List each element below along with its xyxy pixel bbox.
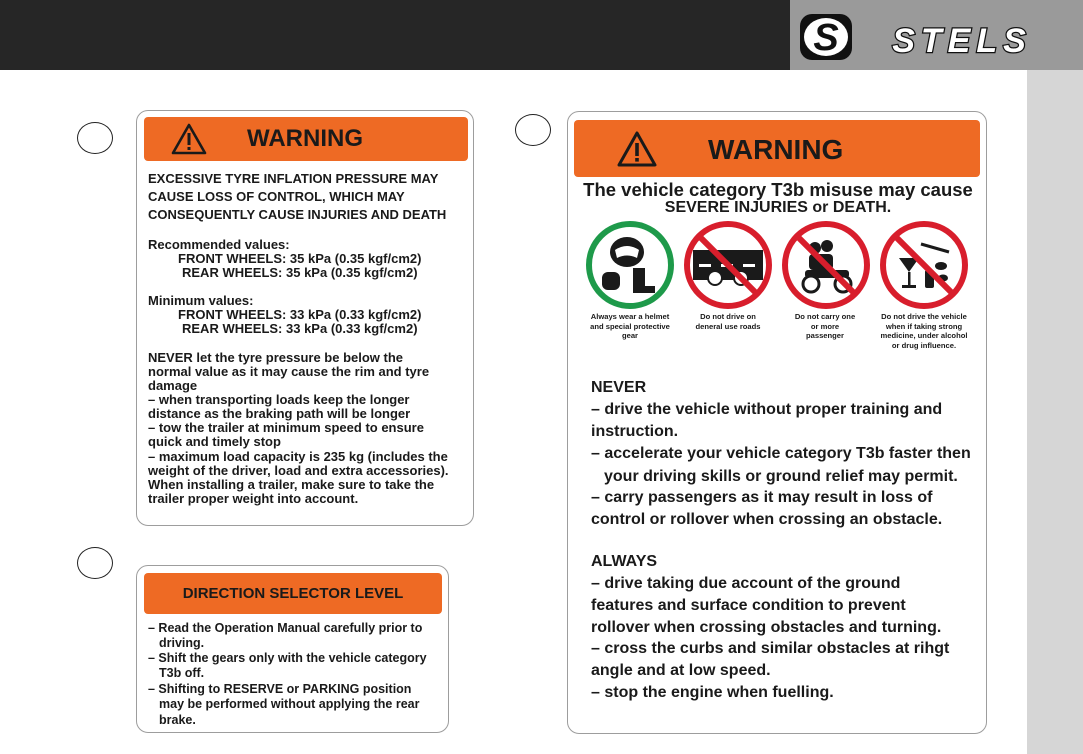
warning-banner [574,120,980,177]
always-title: ALWAYS [591,553,658,570]
always-line: angle and at low speed. [591,662,771,679]
no-passenger-icon [781,220,871,310]
misuse-subtitle-severe: SEVERE INJURIES or DEATH. [664,199,892,216]
label-marker-b [77,547,113,579]
selector-line: T3b off. [159,666,205,680]
note-line: When installing a trailer, make sure to take the [148,477,435,492]
note-line: NEVER let the tyre pressure be below the [148,350,404,365]
intro-line: EXCESSIVE TYRE INFLATION PRESSURE MAY [148,171,439,186]
intro-line: CAUSE LOSS OF CONTROL, WHICH MAY [148,189,405,204]
recommended-rear: REAR WHEELS: 35 kPa (0.35 kgf/cm2) [182,265,418,280]
selector-line: – Shift the gears only with the vehicle category [148,651,427,665]
logo-wordmark: STELS [892,22,1032,60]
never-line: instruction. [591,423,679,440]
never-title: NEVER [591,379,647,396]
always-line: – cross the curbs and similar obstacles at rihgt [591,640,950,657]
note-line: damage [148,378,198,393]
always-line: rollover when crossing obstacles and turning. [591,619,942,636]
tyre-warning-label [136,110,474,526]
minimum-title: Minimum values: [148,293,254,308]
logo-letter: S [813,17,839,59]
note-line: – maximum load capacity is 235 kg (includes the [148,449,448,464]
icon-caption: Do not drive on deneral use roads [695,312,761,331]
intro-line: CONSEQUENTLY CAUSE INJURIES AND DEATH [148,207,447,222]
warning-triangle-icon [171,122,207,156]
selector-line: – Read the Operation Manual carefully prior to [148,621,423,635]
banner-title: DIRECTION SELECTOR LEVEL [182,585,404,602]
direction-selector-label [136,565,449,733]
recommended-title: Recommended values: [148,237,290,252]
note-line: – when transporting loads keep the longer [148,392,410,407]
never-line: – carry passengers as it may result in loss of [591,489,933,506]
icon-caption: Do not drive the vehicle when if taking strong medicine, under alcohol or drug influence. [880,312,968,350]
header-bar [0,0,790,70]
stels-logo [790,0,1083,70]
selector-line: – Shifting to RESERVE or PARKING position [148,682,412,696]
icon-caption: Do not carry one or more passenger [794,312,856,340]
misuse-subtitle: The vehicle category T3b misuse may cause [583,179,973,200]
banner-title: WARNING [708,134,844,165]
note-line: weight of the driver, load and extra accessories). [148,463,449,478]
brand-logo-area [790,0,1083,70]
direction-banner [144,573,442,614]
never-line: – drive the vehicle without proper training and [591,401,943,418]
label-marker-c [515,114,551,146]
selector-line: may be performed without applying the rear [159,697,420,711]
never-line: control or rollover when crossing an obstacle. [591,511,943,528]
note-line: trailer proper weight into account. [148,491,359,506]
minimum-front: FRONT WHEELS: 33 kPa (0.33 kgf/cm2) [178,307,422,322]
warning-triangle-icon [616,130,658,168]
selector-line: driving. [159,636,205,650]
never-line: – accelerate your vehicle category T3b faster then [591,445,971,462]
always-line: features and surface condition to prevent [591,597,906,614]
misuse-warning-label [567,111,987,734]
page-edge-strip [1027,70,1083,754]
no-drugs-alcohol-icon [879,220,969,310]
label-marker-a [77,122,113,154]
always-line: – drive taking due account of the ground [591,575,901,592]
note-line: quick and timely stop [148,434,281,449]
recommended-front: FRONT WHEELS: 35 kPa (0.35 kgf/cm2) [178,251,422,266]
note-line: distance as the braking path will be longer [148,406,411,421]
banner-title: WARNING [247,125,363,152]
note-line: – tow the trailer at minimum speed to ensure [148,420,424,435]
icon-caption: Always wear a helmet and special protective gear [590,312,670,340]
no-general-roads-icon [683,220,773,310]
note-line: normal value as it may cause the rim and tyre [148,364,430,379]
minimum-rear: REAR WHEELS: 33 kPa (0.33 kgf/cm2) [182,321,418,336]
selector-line: brake. [159,713,196,727]
never-line: your driving skills or ground relief may permit. [604,468,958,485]
warning-banner [144,117,468,161]
always-line: – stop the engine when fuelling. [591,684,834,701]
protective-gear-icon [585,220,675,310]
